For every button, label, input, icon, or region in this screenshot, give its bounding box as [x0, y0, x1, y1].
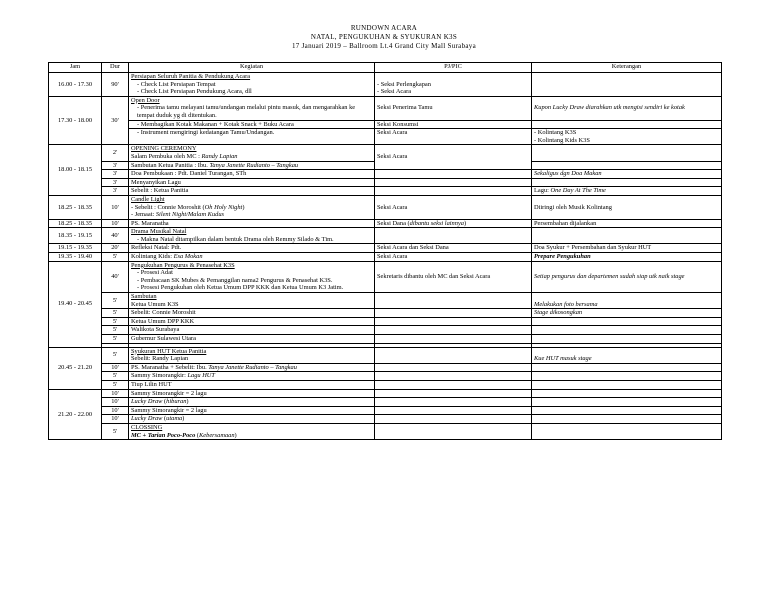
table-row: [49, 170, 722, 179]
pic-cell: [375, 73, 532, 97]
table-row: [49, 96, 722, 120]
kegiatan-text: ): [186, 398, 189, 406]
pic-cell: [375, 398, 532, 407]
kegiatan-heading: Drama Musikal Natal: [131, 228, 187, 236]
kegiatan-cell: Sammy Simorangkir = 2 lagu: [129, 389, 375, 398]
pic-cell: [375, 293, 532, 309]
pic-cell: [375, 219, 532, 228]
table-row: [49, 317, 722, 326]
kegiatan-item: - Penerima tamu melayani tamu/undangan melalui pintu masuk, dan mengarahkan ke tempat duduk yg di ditentukan.: [137, 104, 356, 119]
kegiatan-text-italic: Esa Mokan: [173, 253, 203, 261]
pic-text: Seksi Dana (: [377, 219, 410, 227]
dur-cell: 10': [102, 406, 129, 415]
kegiatan-cell: Doa Pembukaan : Pdt. Daniel Turangan, STh: [129, 170, 375, 179]
kegiatan-cell: [129, 253, 375, 262]
keterangan-cell: [532, 372, 722, 381]
kegiatan-text: Sammy Simorangkir:: [131, 372, 188, 380]
col-header-dur: Dur: [102, 63, 129, 73]
keterangan-cell: [532, 129, 722, 145]
dur-cell: 3': [102, 170, 129, 179]
kegiatan-cell: [129, 161, 375, 170]
kegiatan-cell: Refleksi Natal: Pdt.: [129, 244, 375, 253]
pic-cell: Seksi Konsumsi: [375, 120, 532, 129]
kegiatan-text-italic: Tanya Janette Rudianto – Tangkau: [208, 363, 297, 371]
table-row: [49, 187, 722, 196]
pic-text-italic: dibantu seksi lainnya: [409, 219, 464, 227]
kegiatan-cell: Sebelit : Ketua Panitia: [129, 187, 375, 196]
dur-cell: 10': [102, 415, 129, 424]
kegiatan-cell: [129, 293, 375, 309]
pic-item: - Seksi Perlengkapan: [377, 80, 431, 88]
kegiatan-cell: [129, 423, 375, 439]
keterangan-cell: [532, 326, 722, 335]
keterangan-cell: [532, 335, 722, 344]
rundown-table: [48, 62, 722, 440]
kegiatan-cell: [129, 129, 375, 145]
pic-cell: Seksi Penerima Tamu: [375, 96, 532, 120]
keterangan-item: - Kolintang K3S: [534, 129, 577, 137]
jam-cell: 18.25 - 18.35: [49, 195, 102, 219]
table-row: [49, 120, 722, 129]
dur-cell: 3': [102, 161, 129, 170]
keterangan-cell: Diiringi oleh Musik Kolintang: [532, 195, 722, 219]
kegiatan-text-italic: Silent Night/Malam Kudus: [155, 211, 225, 219]
keterangan-cell: [532, 415, 722, 424]
dur-cell: 5': [102, 372, 129, 381]
dur-cell: 10': [102, 398, 129, 407]
table-row: [49, 406, 722, 415]
kegiatan-text: (: [195, 431, 200, 439]
kegiatan-heading: Persiapan Seluruh Panitia & Pendukung Acara: [131, 73, 251, 80]
table-row: [49, 219, 722, 228]
dur-cell: 40': [102, 228, 129, 244]
kegiatan-text: - Sebelit : Connie Moroshit (: [131, 203, 205, 211]
dur-cell: 20': [102, 244, 129, 253]
col-header-pic: PJ/PIC: [375, 63, 532, 73]
table-row: [49, 129, 722, 145]
pic-cell: [375, 335, 532, 344]
keterangan-cell: [532, 145, 722, 161]
kegiatan-text-italic: Randy Lapian: [201, 152, 238, 160]
kegiatan-text-italic: Lucky Draw: [131, 415, 163, 423]
table-row: [49, 335, 722, 344]
table-row: [49, 73, 722, 97]
col-header-kegiatan: Kegiatan: [129, 63, 375, 73]
kegiatan-item: - Check List Persiapan Tempat: [137, 80, 216, 88]
keterangan-cell: [532, 73, 722, 97]
table-row: [49, 195, 722, 219]
pic-cell: [375, 309, 532, 318]
kegiatan-heading: Pengukuhan Pengurus & Penasehat K3S: [131, 261, 235, 269]
kegiatan-cell: Walikota Surabaya: [129, 326, 375, 335]
pic-cell: [375, 363, 532, 372]
keterangan-cell: [532, 363, 722, 372]
keterangan-cell: Doa Syukur + Persembahan dan Syukur HUT: [532, 244, 722, 253]
kegiatan-cell: [129, 415, 375, 424]
table-row: [49, 253, 722, 262]
dur-cell: 5': [102, 293, 129, 309]
table-row: [49, 398, 722, 407]
keterangan-cell: [532, 317, 722, 326]
keterangan-cell: [532, 120, 722, 129]
pic-item: - Seksi Acara: [377, 88, 412, 96]
pic-cell: Seksi Acara: [375, 145, 532, 170]
keterangan-cell: [532, 187, 722, 196]
pic-cell: [375, 423, 532, 439]
dur-cell: 10': [102, 195, 129, 219]
keterangan-cell: Kupon Lucky Draw diarahkan utk mengisi sendiri ke kotak: [532, 96, 722, 120]
keterangan-cell: [532, 161, 722, 170]
pic-cell: Seksi Acara: [375, 253, 532, 262]
table-row: [49, 372, 722, 381]
table-row: [49, 415, 722, 424]
pic-cell: Seksi Acara dan Seksi Dana: [375, 244, 532, 253]
table-row: [49, 261, 722, 292]
kegiatan-text: ): [182, 415, 185, 423]
kegiatan-text-italic: Kebersamaan: [199, 431, 235, 439]
keterangan-cell: [532, 228, 722, 244]
keterangan-cell: Stage dikosongkan: [532, 309, 722, 318]
dur-cell: 5': [102, 380, 129, 389]
keterangan-cell: [532, 380, 722, 389]
dur-cell: 10': [102, 219, 129, 228]
keterangan-cell: [532, 178, 722, 187]
dur-cell: 3': [102, 187, 129, 196]
jam-cell: 21.20 - 22.00: [49, 389, 102, 440]
kegiatan-item: - Check List Persiapan Pendukung Acara, dll: [137, 88, 252, 96]
table-row: [49, 293, 722, 309]
kegiatan-cell: [129, 228, 375, 244]
kegiatan-cell: PS. Maranatha: [129, 219, 375, 228]
pic-cell: [375, 389, 532, 398]
kegiatan-text: Salam Pembuka oleh MC :: [131, 152, 202, 160]
kegiatan-text: ): [242, 203, 245, 211]
dur-cell: 90': [102, 73, 129, 97]
kegiatan-text: - Jemaat:: [131, 211, 156, 219]
jam-cell: 19.40 - 20.45: [49, 261, 102, 347]
kegiatan-heading: Sambutan: [131, 293, 157, 301]
kegiatan-text-italic: Lagu HUT: [187, 372, 215, 380]
jam-cell: 19.35 - 19.40: [49, 253, 102, 262]
kegiatan-cell: Menyanyikan Lagu: [129, 178, 375, 187]
pic-cell: [375, 347, 532, 363]
dur-cell: 3': [102, 178, 129, 187]
table-row: [49, 309, 722, 318]
pic-cell: Seksi Acara: [375, 195, 532, 219]
kegiatan-cell: Sebelit: Connie Moroshit: [129, 309, 375, 318]
kegiatan-item: - Prosesi Adat: [137, 269, 173, 277]
col-header-jam: Jam: [49, 63, 102, 73]
jam-cell: 18.00 - 18.15: [49, 145, 102, 196]
keterangan-cell: Persembahan dijalankan: [532, 219, 722, 228]
keterangan-text-italic: One Day At The Time: [550, 187, 606, 195]
dur-cell: 10': [102, 363, 129, 372]
table-row: [49, 347, 722, 363]
kegiatan-heading: OPENING CEREMONY: [131, 145, 197, 153]
jam-cell: 20.45 - 21.20: [49, 347, 102, 389]
kegiatan-cell: [129, 145, 375, 161]
pic-cell: [375, 380, 532, 389]
kegiatan-cell: [129, 398, 375, 407]
kegiatan-cell: [129, 347, 375, 363]
dur-cell: 5': [102, 326, 129, 335]
dur-cell: 5': [102, 253, 129, 262]
keterangan-cell: Sekaligus dgn Doa Makan: [532, 170, 722, 179]
keterangan-cell: [532, 389, 722, 398]
table-row: [49, 389, 722, 398]
dur-cell: 30': [102, 96, 129, 145]
jam-cell: 18.35 - 19.15: [49, 228, 102, 244]
kegiatan-text-italic: utama: [166, 415, 183, 423]
kegiatan-heading: Candle Light: [131, 195, 165, 203]
col-header-keterangan: Keterangan: [532, 63, 722, 73]
table-row: [49, 145, 722, 161]
keterangan-item: - Kolintang Kids K3S: [534, 136, 590, 144]
kegiatan-cell: [129, 195, 375, 219]
kegiatan-item: - Prosesi Pengukuhan oleh Ketua Umum DPP KKK dan Ketua Umum K3 Jatim.: [137, 284, 344, 292]
kegiatan-text-italic: Lucky Draw: [131, 398, 163, 406]
jam-cell: 16.00 - 17.30: [49, 73, 102, 97]
keterangan-cell: Melakukan foto bersama: [532, 293, 722, 309]
kegiatan-cell: [129, 363, 375, 372]
kegiatan-heading: CLOSSING: [131, 423, 163, 431]
kegiatan-text-italic: Tanya Janette Rudianto – Tangkau: [209, 161, 299, 169]
kegiatan-text: Ketua Umum K3S: [131, 300, 179, 308]
table-row: [49, 380, 722, 389]
table-row: [49, 244, 722, 253]
kegiatan-text: Sambutan Ketua Panitia : Ibu.: [131, 161, 210, 169]
document-title: RUNDOWN ACARA: [350, 24, 418, 32]
kegiatan-cell: Ketua Umum DPP KKK: [129, 317, 375, 326]
dur-cell: 40': [102, 261, 129, 292]
jam-cell: 18.25 - 18.35: [49, 219, 102, 228]
table-row: [49, 178, 722, 187]
kegiatan-cell: Gubernur Sulawesi Utara: [129, 335, 375, 344]
pic-cell: [375, 372, 532, 381]
pic-cell: [375, 317, 532, 326]
kegiatan-item: - Makna Natal ditampilkan dalam bentuk Drama oleh Remmy Silado & Tim.: [137, 235, 334, 243]
keterangan-cell: [532, 398, 722, 407]
keterangan-cell: Kue HUT masuk stage: [532, 347, 722, 363]
kegiatan-cell: [129, 372, 375, 381]
kegiatan-cell: Sammy Simorangkir = 2 lagu: [129, 406, 375, 415]
pic-cell: [375, 187, 532, 196]
dur-cell: 10': [102, 389, 129, 398]
pic-cell: [375, 170, 532, 179]
table-row: [49, 423, 722, 439]
kegiatan-cell: [129, 96, 375, 120]
keterangan-cell: [532, 406, 722, 415]
kegiatan-text-italic: MC + Tarian Poco-Poco: [131, 431, 196, 439]
dur-cell: 2': [102, 145, 129, 161]
dur-cell: 5': [102, 335, 129, 344]
kegiatan-text: Kolintang Kids:: [131, 253, 174, 261]
keterangan-cell: Setiap pengurus dan departemen sudah siap utk naik stage: [532, 261, 722, 292]
kegiatan-text: Sebelit: Randy Lapian: [131, 355, 189, 363]
dur-cell: 5': [102, 423, 129, 439]
kegiatan-cell: [129, 261, 375, 292]
table-row: [49, 228, 722, 244]
kegiatan-heading: Syukuran HUT Ketua Panitia: [131, 347, 207, 355]
pic-cell: [375, 326, 532, 335]
document-subtitle: NATAL, PENGUKUHAN & SYUKURAN K3S: [310, 33, 458, 41]
kegiatan-text-italic: Oh Holy Night: [204, 203, 243, 211]
kegiatan-text: ): [234, 431, 237, 439]
table-row: [49, 326, 722, 335]
kegiatan-text: (: [162, 415, 167, 423]
document-date-venue: 17 Januari 2019 – Ballroom Lt.4 Grand City Mall Surabaya: [292, 42, 476, 50]
kegiatan-cell: [129, 120, 375, 129]
jam-cell: 19.15 - 19.35: [49, 244, 102, 253]
dur-cell: 5': [102, 309, 129, 318]
table-header-row: [49, 63, 722, 73]
keterangan-cell: Prepare Pengukuhan: [532, 253, 722, 262]
kegiatan-heading: Open Door: [131, 96, 160, 104]
kegiatan-text-italic: hiburan: [166, 398, 187, 406]
dur-cell: 5': [102, 317, 129, 326]
kegiatan-item: - Membagikan Kotak Makanan + Kotak Snack + Buku Acara: [137, 120, 294, 128]
pic-text: ): [463, 219, 467, 227]
pic-cell: [375, 178, 532, 187]
keterangan-cell: [532, 423, 722, 439]
kegiatan-item: - Instrument mengiringi kedatangan Tamu/Undangan.: [137, 129, 275, 137]
pic-cell: Sekretaris dibantu oleh MC dan Seksi Acara: [375, 261, 532, 292]
kegiatan-text: (: [162, 398, 167, 406]
table-row: [49, 363, 722, 372]
pic-cell: [375, 415, 532, 424]
kegiatan-cell: [129, 73, 375, 97]
dur-cell: 5': [102, 347, 129, 363]
keterangan-text: Lagu:: [534, 187, 551, 195]
pic-cell: [375, 228, 532, 244]
jam-cell: 17.30 - 18.00: [49, 96, 102, 145]
pic-cell: Seksi Acara: [375, 129, 532, 145]
kegiatan-cell: Tiup Lilin HUT: [129, 380, 375, 389]
kegiatan-item: - Pembacaan SK Mubes & Pemanggilan nama2 Pengurus & Penasehat K3S.: [137, 276, 333, 284]
pic-cell: [375, 406, 532, 415]
kegiatan-text: PS. Maranatha + Sebelit: Ibu.: [131, 363, 209, 371]
